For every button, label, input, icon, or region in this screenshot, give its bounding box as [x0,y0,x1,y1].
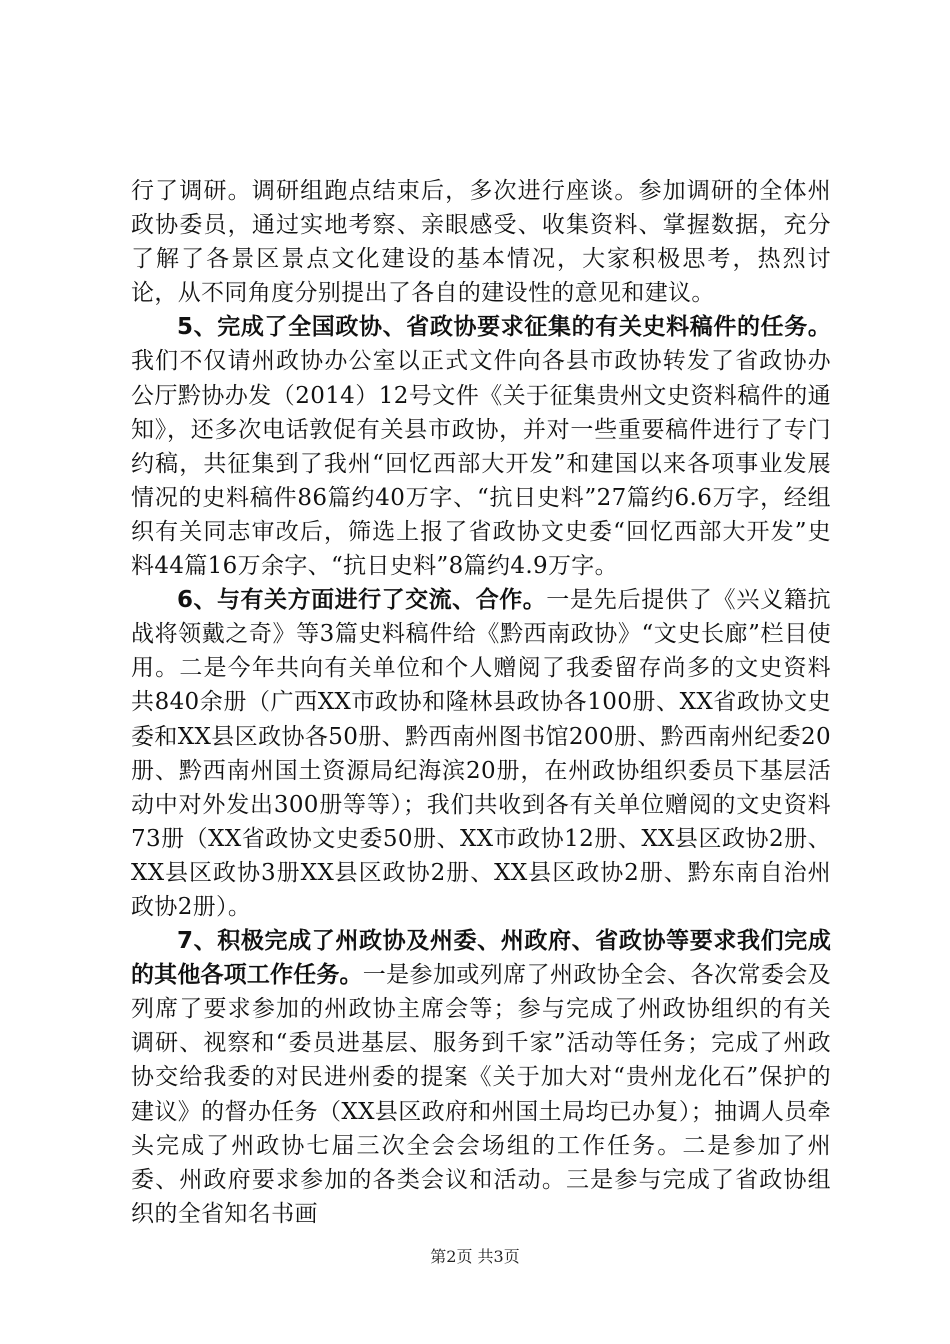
page-number-label: 第2页 共3页 [430,1247,520,1266]
page-footer [0,1244,950,1267]
paragraph-body: 一是先后提供了《兴义籍抗战将领戴之奇》等3篇史料稿件给《黔西南政协》“文史长廊”栏目使用。二是今年共向有关单位和个人赠阅了我委留存尚多的文史资料共840余册（广西XX市政协和隆林县政协各100册、XX省政协文史委和XX县区政协各50册、黔西南州图书馆200册、黔西南州纪委20册、黔西南州国土资源局纪海滨20册，在州政协组织委员下基层活动中对外发出300册等等）；我们共收到各有关单位赠阅的文史资料73册（XX省政协文史委50册、XX市政协12册、XX县区政协2册、XX县区政协3册XX县区政协2册、XX县区政协2册、黔东南自治州政协2册）。 [131,587,831,920]
paragraph-body: 行了调研。调研组跑点结束后，多次进行座谈。参加调研的全体州政协委员，通过实地考察、亲眼感受、收集资料、掌握数据，充分了解了各景区景点文化建设的基本情况，大家积极思考，热烈讨论，从不同角度分别提出了各自的建设性的意见和建议。 [131,178,831,307]
paragraph-continuation [131,174,831,310]
paragraph-item-7 [131,924,831,1231]
paragraph-heading: 5、完成了全国政协、省政协要求征集的有关史料稿件的任务。 [177,314,831,341]
paragraph-body: 我们不仅请州政协办公室以正式文件向各县市政协转发了省政协办公厅黔协办发（2014）12号文件《关于征集贵州文史资料稿件的通知》，还多次电话敦促有关县市政协，并对一些重要稿件进行了专门约稿，共征集到了我州“回忆西部大开发”和建国以来各项事业发展情况的史料稿件86篇约40万字、“抗日史料”27篇约6.6万字，经组织有关同志审改后，筛选上报了省政协文史委“回忆西部大开发”史料44篇16万余字、“抗日史料”8篇约4.9万字。 [131,348,831,580]
paragraph-body: 一是参加或列席了州政协全会、各次常委会及列席了要求参加的州政协主席会等；参与完成了州政协组织的有关调研、视察和“委员进基层、服务到千家”活动等任务；完成了州政协交给我委的对民进州委的提案《关于加大对“贵州龙化石”保护的建议》的督办任务（XX县区政府和州国土局均已办复）；抽调人员牵头完成了州政协七届三次全会会场组的工作任务。二是参加了州委、州政府要求参加的各类会议和活动。三是参与完成了省政协组织的全省知名书画 [131,962,832,1227]
document-body [131,174,831,1231]
paragraph-heading: 6、与有关方面进行了交流、合作。 [177,587,547,614]
paragraph-heading: 7、积极完成了州政协及州委、州政府、省政协等要求我们完成的其他各项工作任务。 [131,928,831,989]
paragraph-item-6 [131,583,831,924]
paragraph-item-5 [131,310,831,583]
